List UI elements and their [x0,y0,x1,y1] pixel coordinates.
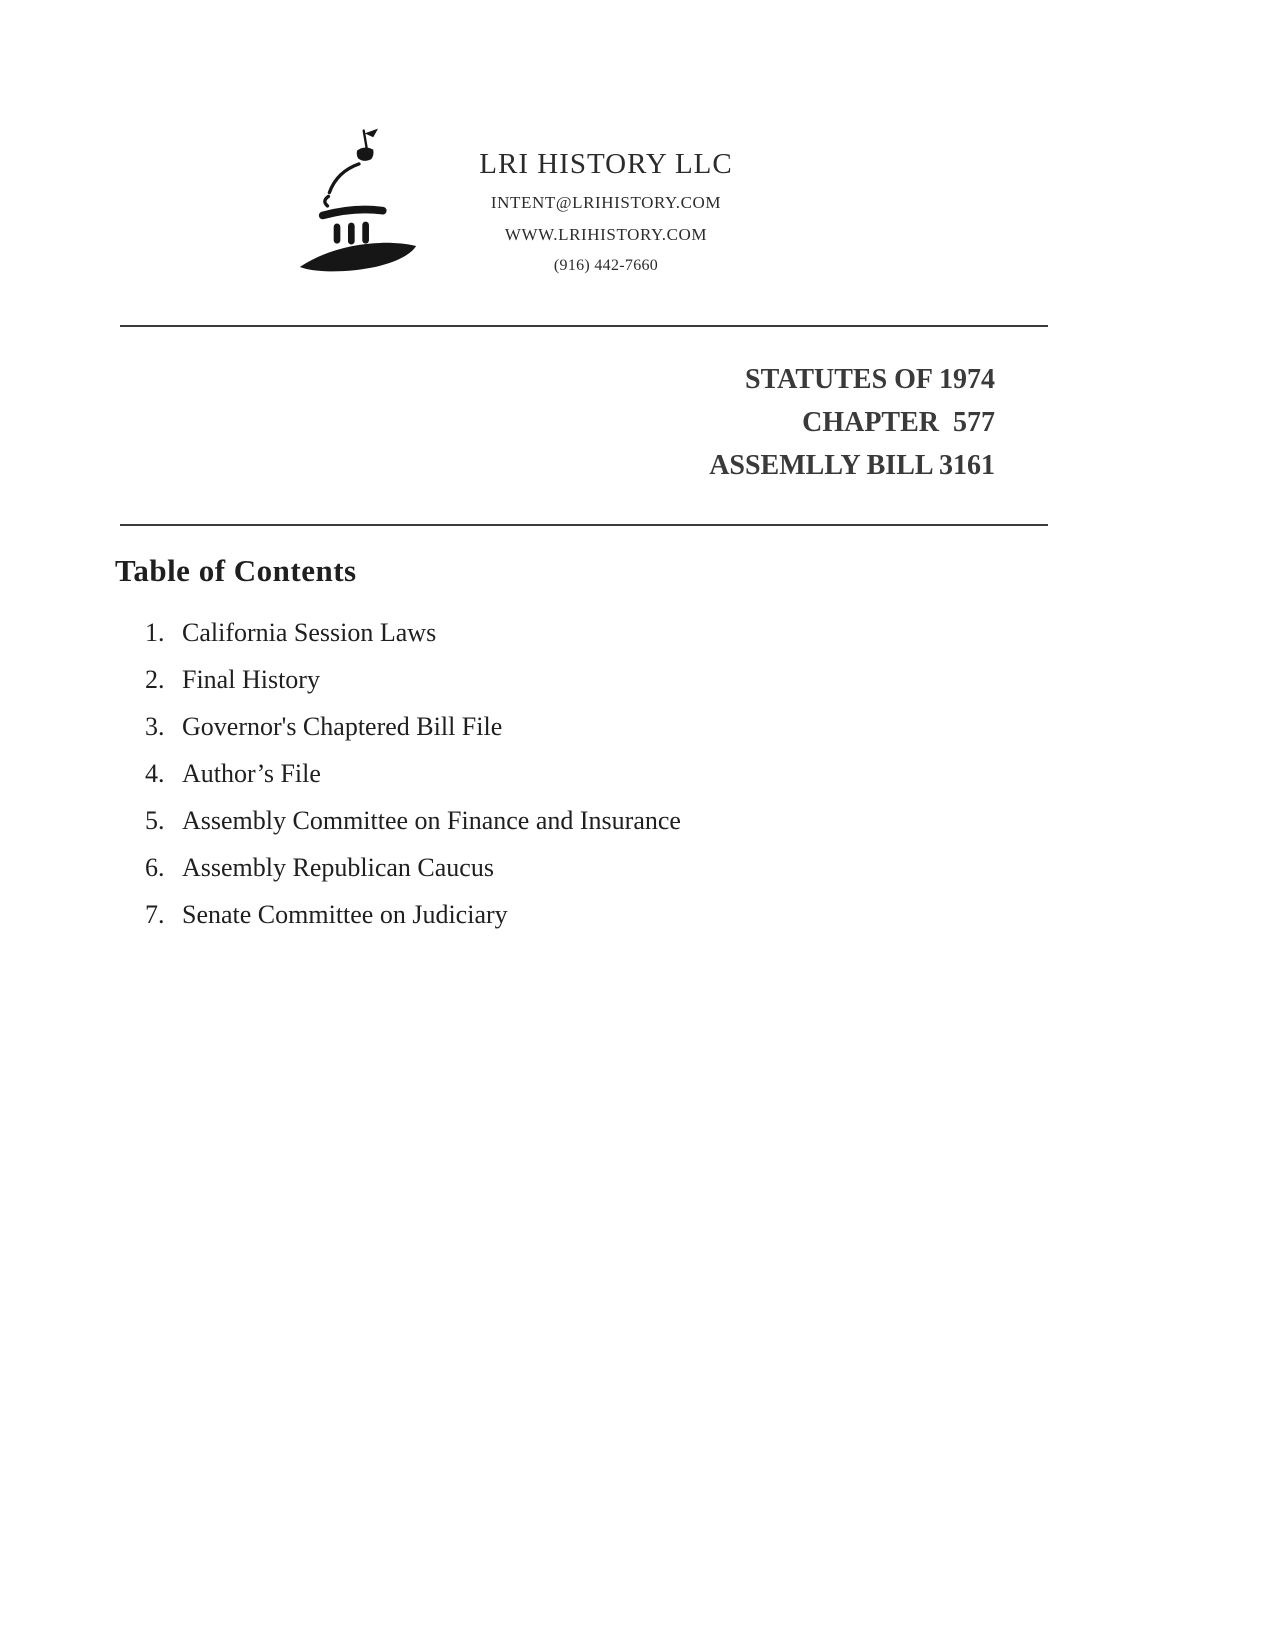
toc-heading: Table of Contents [115,553,357,588]
company-website: WWW.LRIHISTORY.COM [504,225,708,244]
assembly-bill-line: ASSEMLLY BILL 3161 [709,450,995,481]
divider-top [120,325,1048,327]
statutes-year-line: STATUTES OF 1974 [745,364,995,395]
statute-title-block [709,358,995,487]
toc-item-final-history: Final History [182,665,320,694]
letterhead-text [466,126,746,275]
toc-item-governors-chaptered-bill-file: Governor's Chaptered Bill File [182,712,503,741]
table-of-contents [115,553,1125,948]
company-email: INTENT@LRIHISTORY.COM [490,193,722,212]
letterhead [296,126,746,282]
toc-item-authors-file: Author’s File [182,759,321,788]
toc-item-senate-committee-judiciary: Senate Committee on Judiciary [182,900,508,929]
toc-list [115,619,1125,929]
toc-item-assembly-committee-finance-insurance: Assembly Committee on Finance and Insurance [182,806,681,835]
divider-bottom [120,524,1048,526]
chapter-line: CHAPTER 577 [802,407,995,438]
toc-item-assembly-republican-caucus: Assembly Republican Caucus [182,853,494,882]
capitol-logo-icon [296,126,420,282]
company-name: LRI HISTORY LLC [479,148,733,180]
toc-item-california-session-laws: California Session Laws [182,618,437,647]
company-phone: (916) 442-7660 [553,257,659,274]
